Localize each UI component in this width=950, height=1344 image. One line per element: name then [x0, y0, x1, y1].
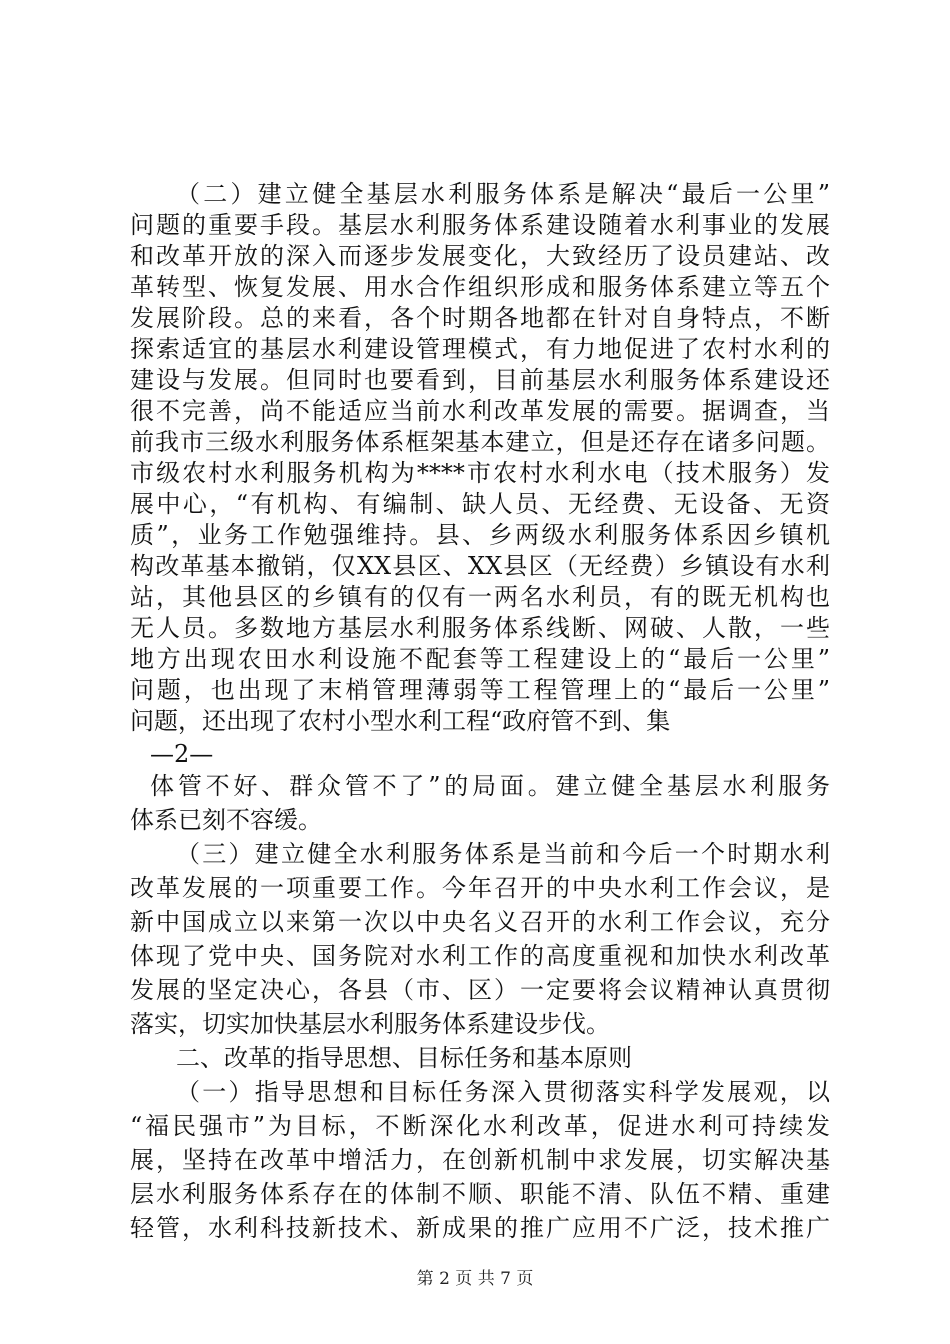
- page-marker: —2—: [150, 740, 214, 768]
- paragraph-line: 无人员。多数地方基层水利服务体系线断、网破、人散，一些: [130, 614, 830, 642]
- paragraph-line: 展中心，“有机构、有编制、缺人员、无经费、无设备、无资: [130, 490, 830, 518]
- paragraph-line: 构改革基本撤销，仅XX县区、XX县区（无经费）乡镇设有水利: [130, 552, 830, 580]
- paragraph-line: 站，其他县区的乡镇有的仅有一两名水利员，有的既无机构也: [130, 583, 830, 611]
- paragraph-line: 问题的重要手段。基层水利服务体系建设随着水利事业的发展: [130, 211, 830, 239]
- paragraph-line: 探索适宜的基层水利建设管理模式，有力地促进了农村水利的: [130, 335, 830, 363]
- paragraph-line: 问题，还出现了农村小型水利工程“政府管不到、集: [130, 707, 671, 735]
- paragraph-line: 展，坚持在改革中增活力，在创新机制中求发展，切实解决基: [130, 1146, 830, 1174]
- paragraph-line: “福民强市”为目标，不断深化水利改革，促进水利可持续发: [130, 1112, 830, 1140]
- paragraph-line: 地方出现农田水利设施不配套等工程建设上的“最后一公里”: [130, 645, 830, 673]
- paragraph-line: 体管不好、群众管不了”的局面。建立健全基层水利服务: [150, 772, 830, 800]
- paragraph-line: 落实，切实加快基层水利服务体系建设步伐。: [130, 1010, 610, 1038]
- paragraph-line: （一）指导思想和目标任务深入贯彻落实科学发展观，以: [176, 1078, 830, 1106]
- paragraph-line: 和改革开放的深入而逐步发展变化，大致经历了设员建站、改: [130, 242, 830, 270]
- paragraph-line: 体现了党中央、国务院对水利工作的高度重视和加快水利改革: [130, 942, 830, 970]
- paragraph-line: 很不完善，尚不能适应当前水利改革发展的需要。据调查，当: [130, 397, 830, 425]
- paragraph-line: （三）建立健全水利服务体系是当前和今后一个时期水利: [176, 840, 830, 868]
- paragraph-line: 前我市三级水利服务体系框架基本建立，但是还存在诸多问题。: [130, 428, 830, 456]
- paragraph-line: 改革发展的一项重要工作。今年召开的中央水利工作会议，是: [130, 874, 830, 902]
- paragraph-line: 建设与发展。但同时也要看到，目前基层水利服务体系建设还: [130, 366, 830, 394]
- paragraph-line: 新中国成立以来第一次以中央名义召开的水利工作会议，充分: [130, 908, 830, 936]
- paragraph-line: 质”，业务工作勉强维持。县、乡两级水利服务体系因乡镇机: [130, 521, 830, 549]
- paragraph-line: 体系已刻不容缓。: [130, 806, 322, 834]
- paragraph-line: 轻管，水利科技新技术、新成果的推广应用不广泛，技术推广: [130, 1214, 830, 1242]
- paragraph-line: 市级农村水利服务机构为****市农村水利水电（技术服务）发: [130, 459, 830, 487]
- page-footer: 第 2 页 共 7 页: [416, 1269, 534, 1289]
- section-heading: 二、改革的指导思想、目标任务和基本原则: [176, 1044, 632, 1072]
- paragraph-line: （二）建立健全基层水利服务体系是解决“最后一公里”: [176, 180, 830, 208]
- paragraph-line: 问题，也出现了末梢管理薄弱等工程管理上的“最后一公里”: [130, 676, 830, 704]
- paragraph-line: 层水利服务体系存在的体制不顺、职能不清、队伍不精、重建: [130, 1180, 830, 1208]
- paragraph-line: 革转型、恢复发展、用水合作组织形成和服务体系建立等五个: [130, 273, 830, 301]
- paragraph-line: 发展的坚定决心，各县（市、区）一定要将会议精神认真贯彻: [130, 976, 830, 1004]
- paragraph-line: 发展阶段。总的来看，各个时期各地都在针对自身特点，不断: [130, 304, 830, 332]
